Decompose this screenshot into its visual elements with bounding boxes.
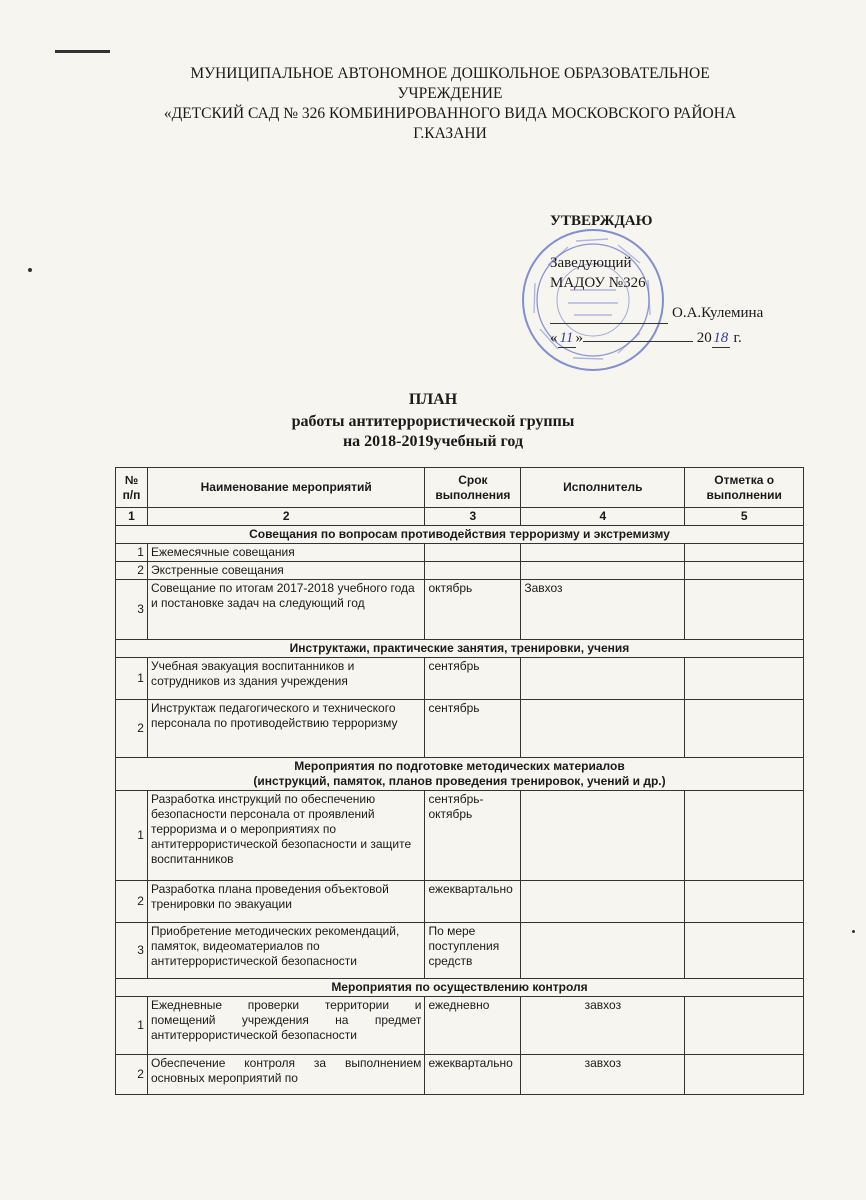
row-executor — [521, 700, 685, 758]
row-number: 1 — [116, 791, 148, 881]
section-row — [116, 526, 804, 544]
col-header-term: Срок выполнения — [425, 468, 521, 508]
table-row — [116, 923, 804, 979]
row-name: Разработка инструкций по обеспечению безопасности персонала от проявлений терроризма и о мероприятиях по антитеррористической безопасности и защите воспитанников — [147, 791, 424, 881]
col-header-mark: Отметка о выполнении — [685, 468, 804, 508]
section-title: Инструктажи, практические занятия, тренировки, учения — [116, 640, 804, 658]
row-mark — [685, 700, 804, 758]
section-title — [116, 758, 804, 791]
row-term — [425, 544, 521, 562]
approval-date — [550, 330, 790, 348]
org-header — [110, 64, 790, 144]
row-executor — [521, 658, 685, 700]
row-name: Ежемесячные совещания — [147, 544, 424, 562]
date-quote-close: » — [575, 330, 583, 346]
table-row — [116, 997, 804, 1055]
plan-year: на 2018-2019учебный год — [342, 433, 524, 450]
row-mark — [685, 580, 804, 640]
row-mark — [685, 544, 804, 562]
row-term — [425, 562, 521, 580]
row-mark — [685, 923, 804, 979]
speck — [28, 268, 32, 272]
table-row — [116, 544, 804, 562]
date-day: 11 — [558, 330, 576, 348]
date-year-prefix: 20 — [696, 330, 712, 346]
col-header-executor: Исполнитель — [521, 468, 685, 508]
row-number: 1 — [116, 997, 148, 1055]
header-line: Г.КАЗАНИ — [413, 125, 487, 142]
date-quote-open: « — [550, 330, 558, 346]
approver-position: Заведующий — [550, 255, 632, 271]
row-term: ежедневно — [425, 997, 521, 1055]
plan-table — [115, 467, 804, 1095]
row-executor — [521, 791, 685, 881]
section-title: Совещания по вопросам противодействия терроризму и экстремизму — [116, 526, 804, 544]
row-number: 2 — [116, 1055, 148, 1095]
col-number: 5 — [685, 508, 804, 526]
table-row — [116, 1055, 804, 1095]
row-name: Инструктаж педагогического и технического персонала по противодействию терроризму — [147, 700, 424, 758]
row-mark — [685, 562, 804, 580]
approver-org: МАДОУ №326 — [550, 275, 646, 291]
row-executor — [521, 923, 685, 979]
col-number-row — [116, 508, 804, 526]
row-name: Обеспечение контроля за выполнением основных мероприятий по — [147, 1055, 424, 1095]
table-row — [116, 562, 804, 580]
header-row — [116, 468, 804, 508]
col-number: 1 — [116, 508, 148, 526]
approver-name: О.А.Кулемина — [672, 305, 764, 321]
row-mark — [685, 997, 804, 1055]
row-executor: завхоз — [521, 997, 685, 1055]
row-executor — [521, 544, 685, 562]
row-mark — [685, 1055, 804, 1095]
plan-title: ПЛАН — [408, 391, 458, 408]
approve-heading: УТВЕРЖДАЮ — [550, 213, 653, 229]
date-year: 18 — [713, 330, 729, 346]
approval-block — [500, 205, 800, 375]
section-row — [116, 640, 804, 658]
col-header-name: Наименование мероприятий — [147, 468, 424, 508]
table-row — [116, 881, 804, 923]
row-executor — [521, 881, 685, 923]
row-mark — [685, 791, 804, 881]
plan-subtitle: работы антитеррористической группы — [291, 413, 575, 430]
section-row — [116, 758, 804, 791]
row-executor — [521, 562, 685, 580]
row-name: Учебная эвакуация воспитанников и сотрудников из здания учреждения — [147, 658, 424, 700]
org-seal-stamp — [518, 225, 668, 375]
row-number: 2 — [116, 700, 148, 758]
row-number: 1 — [116, 658, 148, 700]
section-title-sub: (инструкций, памяток, планов проведения тренировок, учений и др.) — [253, 774, 666, 788]
table-row — [116, 658, 804, 700]
row-name: Совещание по итогам 2017-2018 учебного года и постановке задач на следующий год — [147, 580, 424, 640]
col-number: 3 — [425, 508, 521, 526]
section-title: Мероприятия по осуществлению контроля — [116, 979, 804, 997]
section-row — [116, 979, 804, 997]
top-edge-mark — [55, 50, 110, 53]
section-title-main: Мероприятия по подготовке методических материалов — [294, 759, 625, 773]
speck — [852, 930, 855, 933]
row-number: 3 — [116, 923, 148, 979]
row-name: Ежедневные проверки территории и помещений учреждения на предмет антитеррористической безопасности — [147, 997, 424, 1055]
col-header-number: № п/п — [116, 468, 148, 508]
header-line: «ДЕТСКИЙ САД № 326 КОМБИНИРОВАННОГО ВИДА МОСКОВСКОГО РАЙОНА — [163, 105, 737, 122]
row-executor: завхоз — [521, 1055, 685, 1095]
row-term: ежеквартально — [425, 881, 521, 923]
row-term: ежеквартально — [425, 1055, 521, 1095]
header-line: МУНИЦИПАЛЬНОЕ АВТОНОМНОЕ ДОШКОЛЬНОЕ ОБРАЗОВАТЕЛЬНОЕ — [190, 65, 710, 82]
row-name: Приобретение методических рекомендаций, памяток, видеоматериалов по антитеррористической безопасности — [147, 923, 424, 979]
date-suffix: г. — [733, 330, 742, 346]
row-name: Экстренные совещания — [147, 562, 424, 580]
row-term: По мере поступления средств — [425, 923, 521, 979]
col-number: 2 — [147, 508, 424, 526]
table-row — [116, 580, 804, 640]
table-row — [116, 700, 804, 758]
row-term: сентябрь — [425, 700, 521, 758]
row-executor: Завхоз — [521, 580, 685, 640]
row-mark — [685, 881, 804, 923]
header-line: УЧРЕЖДЕНИЕ — [397, 85, 503, 102]
signature-line — [550, 323, 668, 324]
col-number: 4 — [521, 508, 685, 526]
row-number: 2 — [116, 562, 148, 580]
row-name: Разработка плана проведения объектовой тренировки по эвакуации — [147, 881, 424, 923]
table-row — [116, 791, 804, 881]
row-term: сентябрь-октябрь — [425, 791, 521, 881]
row-number: 1 — [116, 544, 148, 562]
row-term: сентябрь — [425, 658, 521, 700]
row-term: октябрь — [425, 580, 521, 640]
row-mark — [685, 658, 804, 700]
date-month-line — [583, 341, 693, 342]
row-number: 2 — [116, 881, 148, 923]
row-number: 3 — [116, 580, 148, 640]
